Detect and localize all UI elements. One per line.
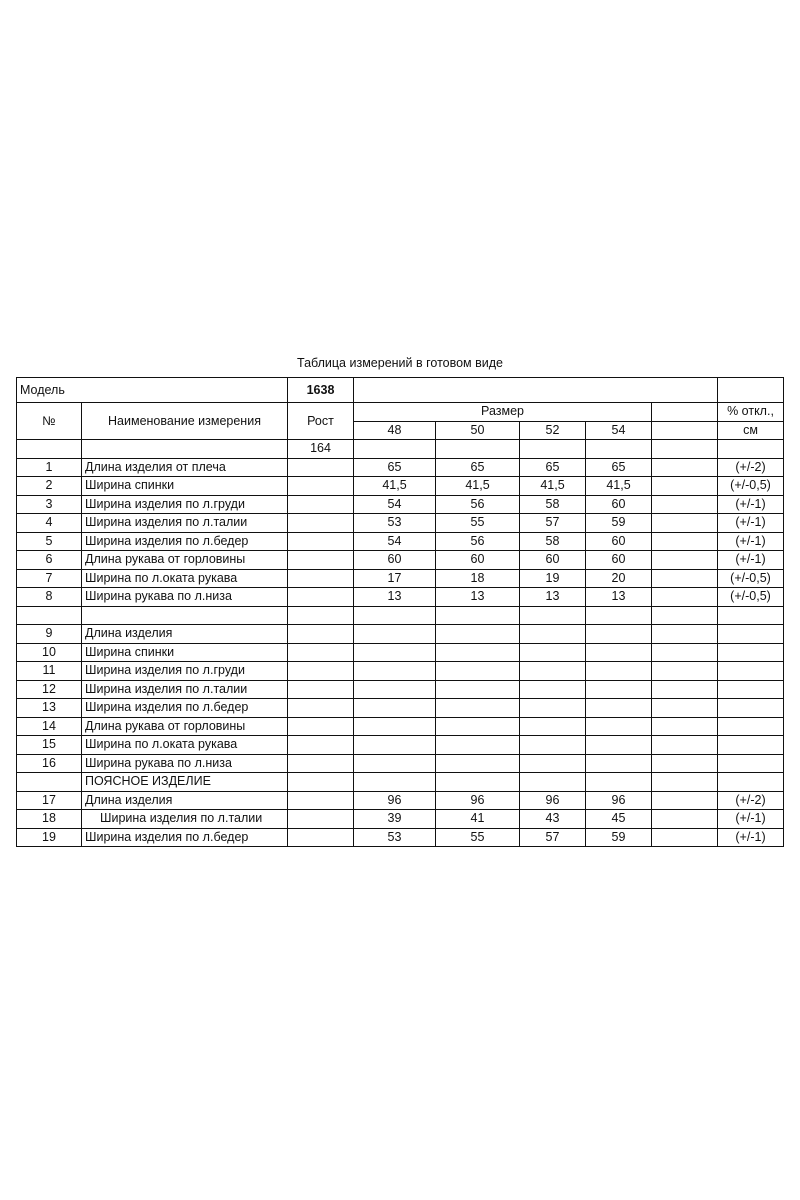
- size-value: [520, 717, 586, 736]
- measurement-name: Ширина спинки: [82, 643, 288, 662]
- size-value: [354, 773, 436, 792]
- size-value: [586, 606, 652, 625]
- size-value: [520, 643, 586, 662]
- measurement-name: Ширина изделия по л.талии: [82, 514, 288, 533]
- height-cell: [288, 495, 354, 514]
- row-number: [17, 606, 82, 625]
- size-value: [586, 643, 652, 662]
- measurement-name: Ширина изделия по л.груди: [82, 662, 288, 681]
- size-value: 20: [586, 569, 652, 588]
- measurement-table: [16, 377, 784, 847]
- table-row: [17, 810, 784, 829]
- empty-cell: [652, 828, 718, 847]
- measurement-name: Ширина рукава по л.низа: [82, 754, 288, 773]
- empty-cell: [652, 699, 718, 718]
- measurement-name: Длина рукава от горловины: [82, 717, 288, 736]
- empty-cell: [652, 791, 718, 810]
- row-number: 7: [17, 569, 82, 588]
- size-value: [586, 754, 652, 773]
- row-number: 8: [17, 588, 82, 607]
- size-value: 13: [436, 588, 520, 607]
- empty-cell: [652, 773, 718, 792]
- empty-cell: [652, 736, 718, 755]
- measurement-name: Длина изделия: [82, 791, 288, 810]
- height-cell: [288, 736, 354, 755]
- size-value: 56: [436, 532, 520, 551]
- size-value: [520, 773, 586, 792]
- tolerance-value: [718, 606, 784, 625]
- size-value: [354, 625, 436, 644]
- table-row: [17, 754, 784, 773]
- empty-cell: [652, 551, 718, 570]
- size-value: [354, 662, 436, 681]
- size-value: 56: [436, 495, 520, 514]
- table-row: [17, 736, 784, 755]
- table-title: Таблица измерений в готовом виде: [297, 356, 503, 370]
- size-value: [354, 680, 436, 699]
- tolerance-value: [718, 643, 784, 662]
- row-number: [17, 773, 82, 792]
- size-value: [586, 773, 652, 792]
- name-header: Наименование измерения: [82, 403, 288, 440]
- size-value: 60: [436, 551, 520, 570]
- table-row: [17, 625, 784, 644]
- size-value: [586, 736, 652, 755]
- size-value: 41,5: [586, 477, 652, 496]
- height-header: Рост: [288, 403, 354, 440]
- empty-cell: [652, 403, 718, 422]
- table-row: [17, 532, 784, 551]
- size-value: 60: [520, 551, 586, 570]
- size-value: [520, 662, 586, 681]
- measurement-name: Ширина по л.оката рукава: [82, 736, 288, 755]
- measurement-name: Ширина изделия по л.бедер: [82, 828, 288, 847]
- size-48: 48: [354, 421, 436, 440]
- tolerance-value: (+/-0,5): [718, 477, 784, 496]
- empty-cell: [652, 569, 718, 588]
- size-50: 50: [436, 421, 520, 440]
- size-value: [436, 699, 520, 718]
- empty-cell: [718, 440, 784, 459]
- size-value: 60: [354, 551, 436, 570]
- size-value: 96: [520, 791, 586, 810]
- model-value: 1638: [288, 378, 354, 403]
- size-value: [354, 717, 436, 736]
- height-cell: [288, 606, 354, 625]
- tolerance-value: (+/-1): [718, 551, 784, 570]
- tolerance-value: [718, 717, 784, 736]
- row-number: 15: [17, 736, 82, 755]
- table-row: [17, 458, 784, 477]
- height-cell: [288, 791, 354, 810]
- height-cell: [288, 458, 354, 477]
- height-value: 164: [288, 440, 354, 459]
- tolerance-value: [718, 625, 784, 644]
- size-value: [436, 662, 520, 681]
- size-value: 65: [436, 458, 520, 477]
- size-value: 13: [354, 588, 436, 607]
- size-value: [436, 606, 520, 625]
- empty-cell: [586, 440, 652, 459]
- size-value: 54: [354, 495, 436, 514]
- size-52: 52: [520, 421, 586, 440]
- tolerance-value: (+/-0,5): [718, 588, 784, 607]
- size-value: [354, 754, 436, 773]
- measurement-name: [82, 606, 288, 625]
- measurement-name: Ширина по л.оката рукава: [82, 569, 288, 588]
- empty-cell: [520, 440, 586, 459]
- row-number: 10: [17, 643, 82, 662]
- height-cell: [288, 699, 354, 718]
- size-value: 41,5: [520, 477, 586, 496]
- size-value: [354, 606, 436, 625]
- row-number: 12: [17, 680, 82, 699]
- size-value: 65: [586, 458, 652, 477]
- measurement-name: Длина рукава от горловины: [82, 551, 288, 570]
- measurement-name: Ширина изделия по л.бедер: [82, 532, 288, 551]
- empty-cell: [652, 458, 718, 477]
- size-value: 19: [520, 569, 586, 588]
- table-row: [17, 699, 784, 718]
- tolerance-value: [718, 754, 784, 773]
- empty-cell: [354, 440, 436, 459]
- size-value: 60: [586, 532, 652, 551]
- table-row: [17, 569, 784, 588]
- empty-cell: [652, 643, 718, 662]
- table-row: [17, 717, 784, 736]
- size-value: 17: [354, 569, 436, 588]
- measurement-name: Ширина изделия по л.талии: [82, 680, 288, 699]
- tolerance-header-2: см: [718, 421, 784, 440]
- size-value: 53: [354, 514, 436, 533]
- empty-cell: [652, 588, 718, 607]
- size-value: [586, 625, 652, 644]
- size-value: [436, 773, 520, 792]
- size-54: 54: [586, 421, 652, 440]
- table-row: [17, 828, 784, 847]
- table-row: [17, 606, 784, 625]
- tolerance-value: [718, 662, 784, 681]
- size-value: [436, 754, 520, 773]
- height-cell: [288, 532, 354, 551]
- empty-cell: [652, 810, 718, 829]
- tolerance-value: (+/-1): [718, 495, 784, 514]
- height-cell: [288, 662, 354, 681]
- row-number: 11: [17, 662, 82, 681]
- size-value: [436, 717, 520, 736]
- empty-cell: [652, 717, 718, 736]
- measurement-name: Ширина рукава по л.низа: [82, 588, 288, 607]
- size-header: Размер: [354, 403, 652, 422]
- empty-cell: [82, 440, 288, 459]
- size-value: 18: [436, 569, 520, 588]
- size-value: [520, 754, 586, 773]
- size-value: [520, 699, 586, 718]
- row-number: 5: [17, 532, 82, 551]
- size-value: [520, 680, 586, 699]
- height-cell: [288, 477, 354, 496]
- size-value: 96: [354, 791, 436, 810]
- size-value: 41,5: [354, 477, 436, 496]
- size-value: 58: [520, 532, 586, 551]
- height-cell: [288, 828, 354, 847]
- table-row: [17, 680, 784, 699]
- tolerance-value: (+/-0,5): [718, 569, 784, 588]
- empty-cell: [354, 378, 718, 403]
- size-value: 55: [436, 828, 520, 847]
- row-number: 9: [17, 625, 82, 644]
- measurement-name: ПОЯСНОЕ ИЗДЕЛИЕ: [82, 773, 288, 792]
- height-cell: [288, 588, 354, 607]
- table-row: [17, 514, 784, 533]
- row-number: 13: [17, 699, 82, 718]
- empty-cell: [652, 662, 718, 681]
- empty-cell: [718, 378, 784, 403]
- size-value: 41: [436, 810, 520, 829]
- height-cell: [288, 773, 354, 792]
- empty-cell: [652, 532, 718, 551]
- measurement-name: Длина изделия от плеча: [82, 458, 288, 477]
- table-row: [17, 588, 784, 607]
- table-row: [17, 551, 784, 570]
- model-row: [17, 378, 784, 403]
- row-number: 18: [17, 810, 82, 829]
- size-value: 96: [436, 791, 520, 810]
- size-value: [520, 625, 586, 644]
- height-cell: [288, 754, 354, 773]
- height-cell: [288, 569, 354, 588]
- tolerance-value: [718, 736, 784, 755]
- size-value: 57: [520, 828, 586, 847]
- size-value: 60: [586, 551, 652, 570]
- row-number: 2: [17, 477, 82, 496]
- measurement-name: Ширина изделия по л.бедер: [82, 699, 288, 718]
- size-value: [586, 680, 652, 699]
- size-value: 59: [586, 828, 652, 847]
- size-value: [586, 662, 652, 681]
- size-value: 55: [436, 514, 520, 533]
- tolerance-value: (+/-1): [718, 828, 784, 847]
- row-number: 1: [17, 458, 82, 477]
- table-row: [17, 477, 784, 496]
- empty-cell: [652, 514, 718, 533]
- size-value: 45: [586, 810, 652, 829]
- empty-cell: [652, 606, 718, 625]
- height-cell: [288, 625, 354, 644]
- tolerance-value: (+/-2): [718, 458, 784, 477]
- empty-cell: [652, 625, 718, 644]
- table-row: [17, 662, 784, 681]
- table-row: [17, 643, 784, 662]
- empty-cell: [652, 421, 718, 440]
- size-value: [436, 643, 520, 662]
- empty-cell: [652, 440, 718, 459]
- measurement-name: Ширина спинки: [82, 477, 288, 496]
- size-value: 13: [520, 588, 586, 607]
- row-number: 17: [17, 791, 82, 810]
- size-value: [520, 736, 586, 755]
- size-value: 54: [354, 532, 436, 551]
- size-value: [354, 643, 436, 662]
- row-number: 3: [17, 495, 82, 514]
- measurement-name: Длина изделия: [82, 625, 288, 644]
- height-row: [17, 440, 784, 459]
- row-number: 4: [17, 514, 82, 533]
- tolerance-value: (+/-1): [718, 514, 784, 533]
- size-value: 41,5: [436, 477, 520, 496]
- height-cell: [288, 643, 354, 662]
- tolerance-header-1: % откл.,: [718, 403, 784, 422]
- size-value: 57: [520, 514, 586, 533]
- size-value: [354, 736, 436, 755]
- size-value: [436, 736, 520, 755]
- size-value: [436, 680, 520, 699]
- size-value: 13: [586, 588, 652, 607]
- height-cell: [288, 551, 354, 570]
- size-value: 53: [354, 828, 436, 847]
- empty-cell: [652, 680, 718, 699]
- size-value: 65: [354, 458, 436, 477]
- tolerance-value: (+/-1): [718, 532, 784, 551]
- row-number: 19: [17, 828, 82, 847]
- table-row: [17, 773, 784, 792]
- measurement-name: Ширина изделия по л.талии: [82, 810, 288, 829]
- size-value: 58: [520, 495, 586, 514]
- height-cell: [288, 680, 354, 699]
- height-cell: [288, 717, 354, 736]
- size-value: 96: [586, 791, 652, 810]
- tolerance-value: [718, 680, 784, 699]
- tolerance-value: [718, 699, 784, 718]
- row-number: 16: [17, 754, 82, 773]
- size-value: 43: [520, 810, 586, 829]
- table-row: [17, 495, 784, 514]
- size-value: 39: [354, 810, 436, 829]
- height-cell: [288, 810, 354, 829]
- height-cell: [288, 514, 354, 533]
- empty-cell: [652, 495, 718, 514]
- header-row-1: [17, 403, 784, 422]
- size-value: 65: [520, 458, 586, 477]
- row-number: 14: [17, 717, 82, 736]
- table-row: [17, 791, 784, 810]
- size-value: [520, 606, 586, 625]
- empty-cell: [652, 477, 718, 496]
- model-label: Модель: [17, 378, 288, 403]
- size-value: [586, 699, 652, 718]
- tolerance-value: (+/-1): [718, 810, 784, 829]
- tolerance-value: [718, 773, 784, 792]
- size-value: [354, 699, 436, 718]
- size-value: [436, 625, 520, 644]
- measurement-name: Ширина изделия по л.груди: [82, 495, 288, 514]
- empty-cell: [17, 440, 82, 459]
- empty-cell: [652, 754, 718, 773]
- row-number: 6: [17, 551, 82, 570]
- size-value: [586, 717, 652, 736]
- size-value: 59: [586, 514, 652, 533]
- size-value: 60: [586, 495, 652, 514]
- tolerance-value: (+/-2): [718, 791, 784, 810]
- empty-cell: [436, 440, 520, 459]
- number-header: №: [17, 403, 82, 440]
